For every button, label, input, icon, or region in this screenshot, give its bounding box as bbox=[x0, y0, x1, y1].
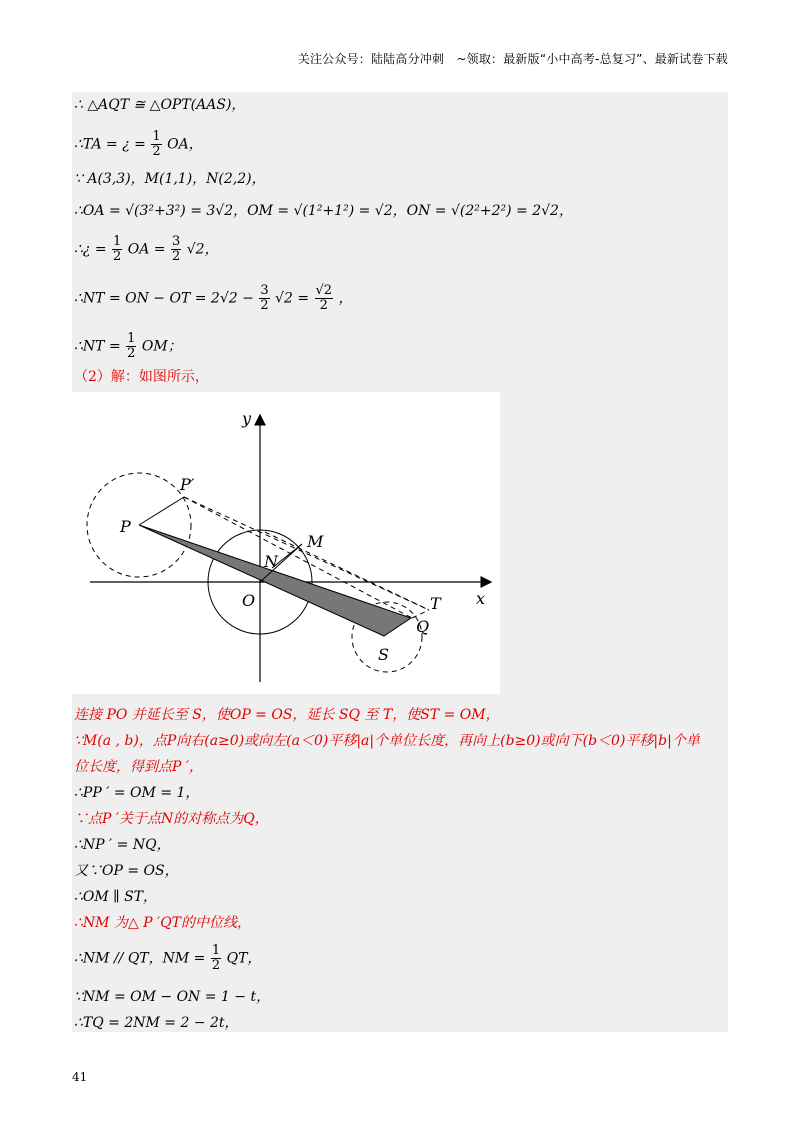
solution-content bbox=[72, 92, 728, 1032]
page-number: 41 bbox=[72, 1070, 88, 1084]
geometry-figure bbox=[72, 392, 500, 694]
line-tq: ∴TQ = 2NM = 2 − 2t， bbox=[74, 1015, 239, 1031]
line-translate-cont: 位长度，得到点P ′， bbox=[74, 759, 204, 775]
label-p-prime: P′ bbox=[180, 475, 195, 494]
line-om-st: ∴OM ∥ ST， bbox=[74, 889, 158, 905]
shaded-region bbox=[139, 525, 411, 636]
fraction-three-halves: $\frac{3}{2}$ bbox=[172, 234, 181, 264]
fraction-root2-over2: $\frac{√2}{2}$ bbox=[315, 283, 333, 313]
line-np-nq: ∴NP ′ = NQ， bbox=[74, 837, 171, 853]
line-congruence: ∴ △AQT ≅ △OPT(AAS)， bbox=[74, 97, 246, 113]
fraction-half: $\frac{1}{2}$ bbox=[127, 331, 136, 361]
fraction-three-halves: $\frac{3}{2}$ bbox=[260, 283, 269, 313]
label-o: O bbox=[242, 591, 256, 610]
line-nm-qt: ∴NM // QT，NM = $\frac{1}{2}$ QT， bbox=[74, 943, 262, 973]
line-ot: ∴¿ = $\frac{1}{2}$ OA = $\frac{3}{2}$ √2， bbox=[74, 234, 219, 264]
line-construct: 连接 PO 并延长至 S，使OP = OS，延长 SQ 至 T，使ST = OM， bbox=[74, 707, 500, 723]
line-pp: ∴PP ′ = OM = 1， bbox=[74, 785, 200, 801]
line-part2: （2）解：如图所示， bbox=[74, 369, 209, 385]
line-points: ∵ A(3,3)，M(1,1)，N(2,2)， bbox=[74, 171, 266, 187]
line-op-os: 又∵OP = OS， bbox=[74, 863, 179, 879]
label-x: x bbox=[476, 589, 486, 608]
line-midline: ∴NM 为△ P ′QT的中位线， bbox=[74, 915, 252, 931]
label-t: T bbox=[430, 594, 441, 613]
label-q: Q bbox=[416, 617, 430, 636]
fraction-half: $\frac{1}{2}$ bbox=[211, 943, 221, 973]
segment-pp bbox=[139, 497, 184, 525]
line-ta: ∴TA = ¿ = $\frac{1}{2}$ OA， bbox=[74, 129, 203, 159]
line-translate: ∵M(a , b)，点P向右(a≥0)或向左(a＜0)平移|a|个单位长度，再向上(b≥0)或向下(b＜0)平移|b|个单 bbox=[74, 733, 700, 749]
label-p: P bbox=[120, 517, 131, 536]
figure-svg bbox=[72, 392, 500, 694]
label-y: y bbox=[242, 409, 252, 428]
line-symmetric: ∵点P ′关于点N的对称点为Q， bbox=[74, 811, 269, 827]
line-nt: ∴NT = ON − OT = 2√2 − $\frac{3}{2}$ √2 = $\frac{√2}{2}$ ， bbox=[74, 283, 353, 313]
page-header: 关注公众号：陆陆高分冲刺 ~领取：最新版“小中高考-总复习”、最新试卷下载 bbox=[297, 52, 728, 66]
label-m: M bbox=[307, 532, 324, 551]
fraction-half: $\frac{1}{2}$ bbox=[152, 129, 161, 159]
fraction-half: $\frac{1}{2}$ bbox=[113, 234, 122, 264]
line-nm: ∵NM = OM − ON = 1 − t， bbox=[74, 989, 271, 1005]
label-s: S bbox=[378, 645, 389, 664]
line-nt-om: ∴NT = $\frac{1}{2}$ OM； bbox=[74, 331, 182, 361]
line-lengths: ∴OA = √(3²+3²) = 3√2，OM = √(1²+1²) = √2，ON = √(2²+2²) = 2√2， bbox=[74, 203, 573, 219]
label-n: N bbox=[264, 552, 278, 571]
